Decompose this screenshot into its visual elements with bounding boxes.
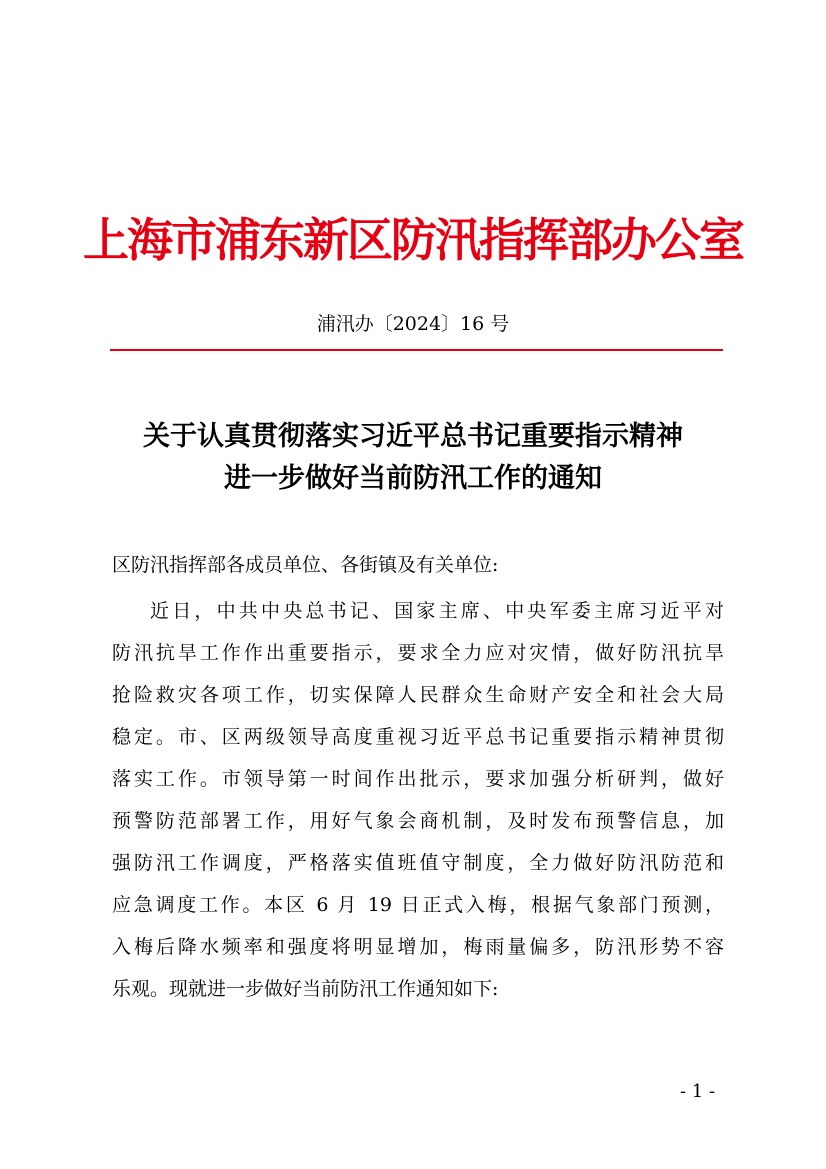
body-line: 乐观。现就进一步做好当前防汛工作通知如下: xyxy=(112,978,499,1000)
document-title-line: 进一步做好当前防汛工作的通知 xyxy=(224,463,602,494)
body-line: 近日，中共中央总书记、国家主席、中央军委主席习近平对 xyxy=(150,600,724,622)
document-title xyxy=(100,416,726,500)
addressee: 区防汛指挥部各成员单位、各街镇及有关单位: xyxy=(112,554,499,576)
issuing-organization-header: 上海市浦东新区防汛指挥部办公室 xyxy=(83,213,743,267)
body-line: 应急调度工作。本区 6 月 19 日正式入梅，根据气象部门预测， xyxy=(112,894,724,916)
document-title-line: 关于认真贯彻落实习近平总书记重要指示精神 xyxy=(143,421,683,452)
body-line: 防汛抗旱工作作出重要指示，要求全力应对灾情，做好防汛抗旱 xyxy=(112,642,724,664)
body-line: 落实工作。市领导第一时间作出批示，要求加强分析研判，做好 xyxy=(112,768,724,790)
body-line: 抢险救灾各项工作，切实保障人民群众生命财产安全和社会大局 xyxy=(112,684,724,706)
body-line: 稳定。市、区两级领导高度重视习近平总书记重要指示精神贯彻 xyxy=(112,726,724,748)
document-number: 浦汛办〔2024〕16 号 xyxy=(316,313,510,335)
header-divider xyxy=(110,349,723,351)
page-number: - 1 - xyxy=(680,1081,716,1102)
body-line: 强防汛工作调度，严格落实值班值守制度，全力做好防汛防范和 xyxy=(112,852,724,874)
body-paragraph xyxy=(112,590,724,1010)
body-line: 预警防范部署工作，用好气象会商机制，及时发布预警信息，加 xyxy=(112,810,724,832)
body-line: 入梅后降水频率和强度将明显增加，梅雨量偏多，防汛形势不容 xyxy=(112,936,724,958)
